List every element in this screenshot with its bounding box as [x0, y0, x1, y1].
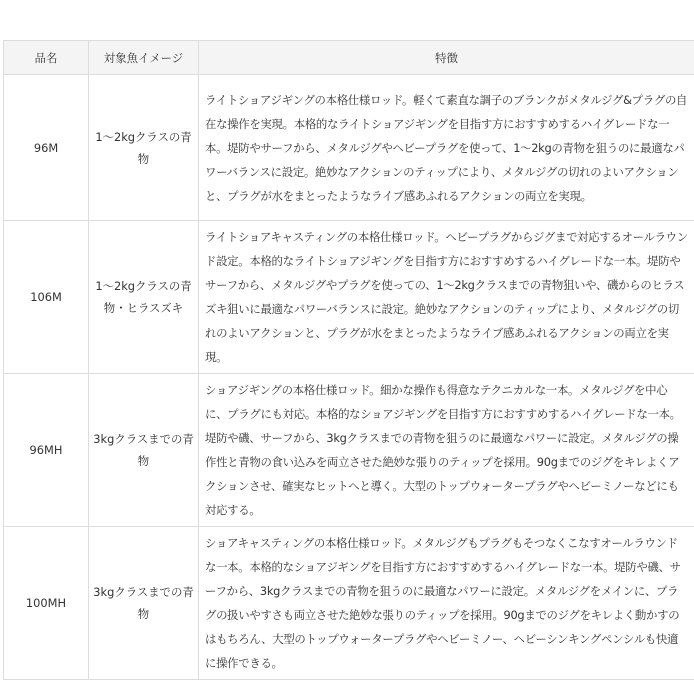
product-name-cell: 96MH — [4, 374, 89, 527]
target-fish-cell: 3kgクラスまでの青物 — [89, 374, 199, 527]
header-target-fish: 対象魚イメージ — [89, 41, 199, 75]
feature-cell: ショアキャスティングの本格仕様ロッド。メタルジグもプラグもそつなくこなすオールラウンドな一本。本格的なショアジギングを目指す方におすすめするハイグレードな一本。堤防や磯、サーフから、3kgクラスまでの青物を狙うのに最適なパワーに設定。メタルジグをメインに、プラグの扱いやすさも両立させた絶妙な張りのティップを採用。90gまでのジグをキレよく動かすのはもちろん、大型のトップウォータープラグやヘビーミノー、ヘビーシンキングペンシルも快適に操作できる。 — [199, 527, 694, 680]
product-name-cell: 106M — [4, 221, 89, 374]
target-fish-cell: 1～2kgクラスの青物 — [89, 75, 199, 221]
header-row — [4, 41, 694, 75]
feature-cell: ライトショアキャスティングの本格仕様ロッド。ヘビープラグからジグまで対応するオールラウンド設定。本格的なライトショアジギングを目指す方におすすめするハイグレードな一本。堤防やサーフから、メタルジグやプラグを使っての、1～2kgクラスまでの青物狙いや、磯からのヒラスズキ狙いに最適なパワーバランスに設定。絶妙なアクションのティップにより、メタルジグの切れのよいアクションと、プラグが水をまとったようなライブ感あふれるアクションの両立を実現。 — [199, 221, 694, 374]
header-features: 特徴 — [199, 41, 694, 75]
target-fish-cell: 1～2kgクラスの青物・ヒラスズキ — [89, 221, 199, 374]
table-row — [4, 374, 694, 527]
table-row — [4, 221, 694, 374]
feature-cell: ライトショアジギングの本格仕様ロッド。軽くて素直な調子のブランクがメタルジグ&プラグの自在な操作を実現。本格的なライトショアジギングを目指す方におすすめするハイグレードな一本。堤防やサーフから、メタルジグやヘビープラグを使って、1～2kgの青物を狙うのに最適なパワーバランスに設定。絶妙なアクションのティップにより、メタルジグの切れのよいアクションと、プラグが水をまとったようなライブ感あふれるアクションの両立を実現。 — [199, 75, 694, 221]
product-name-cell: 100MH — [4, 527, 89, 680]
target-fish-cell: 3kgクラスまでの青物 — [89, 527, 199, 680]
product-name-cell: 96M — [4, 75, 89, 221]
table-row — [4, 75, 694, 221]
feature-cell: ショアジギングの本格仕様ロッド。細かな操作も得意なテクニカルな一本。メタルジグを中心に、プラグにも対応。本格的なショアジギングを目指す方におすすめするハイグレードな一本。堤防や磯、サーフから、3kgクラスまでの青物を狙うのに最適なパワーに設定。メタルジグの操作性と青物の食い込みを両立させた絶妙な張りのティップを採用。90gまでのジグをキレよくアクションさせ、確実なヒットへと導く。大型のトップウォータープラグやヘビーミノーなどにも対応する。 — [199, 374, 694, 527]
table-row — [4, 527, 694, 680]
header-product-name: 品名 — [4, 41, 89, 75]
spec-table — [3, 40, 694, 680]
